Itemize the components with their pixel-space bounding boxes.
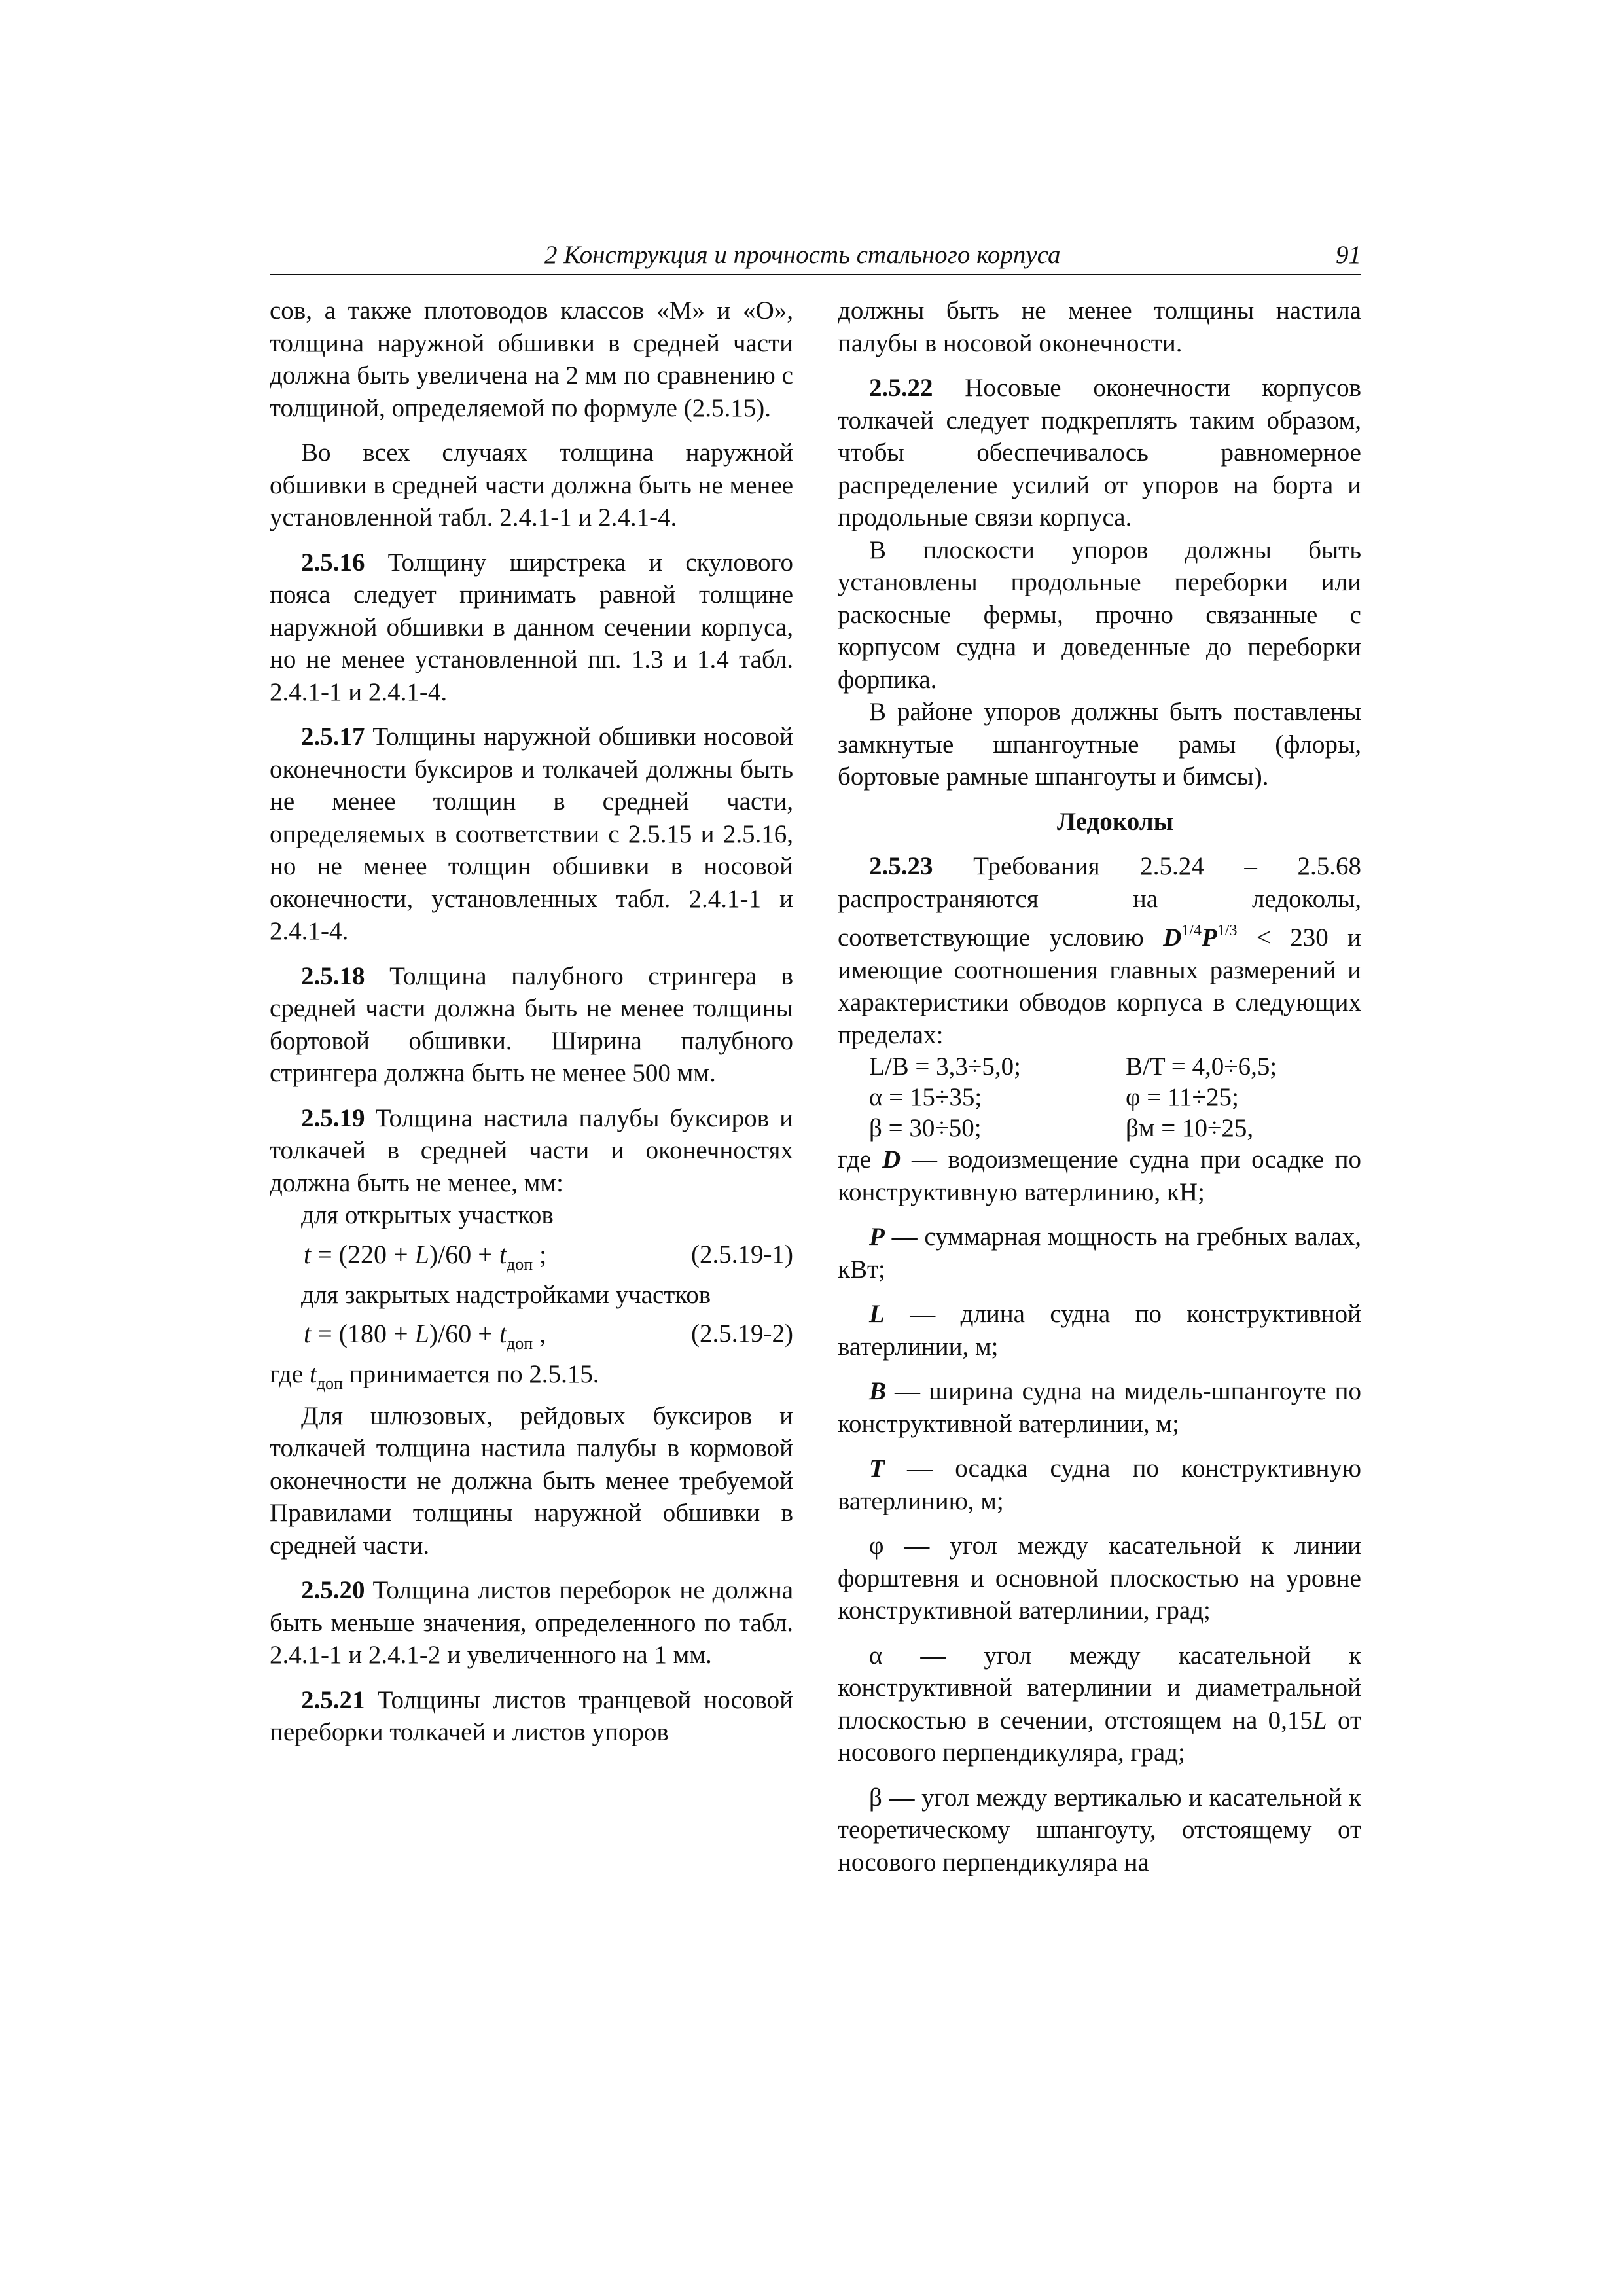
definition-P bbox=[838, 1221, 1361, 1285]
definition-text: — ширина судна на мидель-шпангоуте по конструктивной ватерлинии, м; bbox=[838, 1377, 1361, 1438]
definition-alpha bbox=[838, 1640, 1361, 1769]
where-word: где bbox=[270, 1360, 310, 1388]
clause-2-5-22 bbox=[838, 372, 1361, 534]
ratio-item: α = 15÷35; bbox=[869, 1083, 982, 1111]
clause-number: 2.5.16 bbox=[301, 548, 365, 577]
clause-2-5-18 bbox=[270, 960, 793, 1090]
definition-beta: β — угол между вертикалью и касательной к теоретическому шпангоуту, отстоящему от носового перпендикуляра на bbox=[838, 1783, 1361, 1876]
paragraph: В районе упоров должны быть поставлены замкнутые шпангоутные рамы (флоры, бортовые рамные шпангоуты и бимсы). bbox=[838, 698, 1361, 791]
symbol: L bbox=[869, 1300, 885, 1328]
plus-sign: + bbox=[387, 1319, 415, 1348]
closed-areas-label: для закрытых надстройками участков bbox=[301, 1280, 711, 1309]
var-L: L bbox=[414, 1239, 429, 1269]
paragraph: Во всех случаях толщина наружной обшивки в средней части должна быть не менее установленной табл. 2.4.1-1 и 2.4.1-4. bbox=[270, 439, 793, 531]
formula-expression bbox=[304, 1318, 546, 1360]
chapter-title: 2 Конструкция и прочность стального корпуса bbox=[544, 241, 1061, 269]
paren-close: ) bbox=[429, 1239, 438, 1269]
left-column bbox=[270, 295, 793, 1761]
clause-2-5-20 bbox=[270, 1574, 793, 1672]
paragraph: В плоскости упоров должны быть установлены продольные переборки или раскосные фермы, прочно связанные с корпусом судна и доведенные до переборки форпика. bbox=[838, 535, 1361, 694]
where-clause bbox=[270, 1358, 793, 1400]
definition-text: от носового перпендикуляра, град; bbox=[838, 1706, 1361, 1767]
symbol: P bbox=[869, 1223, 885, 1251]
clause-2-5-16 bbox=[270, 547, 793, 709]
division-sign: / bbox=[438, 1319, 446, 1348]
ratio-item: βм = 10÷25, bbox=[1126, 1114, 1254, 1142]
open-areas-label: для открытых участков bbox=[301, 1201, 554, 1229]
definition-text: α — угол между касательной к конструктивной ватерлинии и диаметральной плоскостью в сечении, отстоящем на 0,15 bbox=[838, 1641, 1361, 1734]
where-text: принимается по 2.5.15. bbox=[342, 1360, 599, 1388]
equation-number: (2.5.19-1) bbox=[691, 1240, 793, 1268]
definition-text: — осадка судна по конструктивную ватерлинию, м; bbox=[838, 1454, 1361, 1515]
clause-number: 2.5.22 bbox=[869, 374, 933, 402]
symbol: D bbox=[882, 1145, 901, 1174]
where-word: где bbox=[838, 1145, 882, 1174]
formula-2-5-19-2 bbox=[270, 1314, 793, 1354]
definition-B bbox=[838, 1375, 1361, 1440]
clause-2-5-19 bbox=[270, 1102, 793, 1200]
formula-punct: ; bbox=[533, 1239, 547, 1269]
equation-number: (2.5.19-2) bbox=[691, 1319, 793, 1348]
ratio-item: L/B = 3,3÷5,0; bbox=[869, 1052, 1021, 1081]
paren-close: ) bbox=[429, 1319, 438, 1348]
plus-sign: + bbox=[471, 1239, 499, 1269]
var-t: t bbox=[304, 1319, 312, 1348]
clause-2-5-23 bbox=[838, 850, 1361, 1051]
var-t: t bbox=[309, 1360, 317, 1388]
exponent: 1/4 bbox=[1181, 922, 1202, 939]
clause-number: 2.5.17 bbox=[301, 723, 365, 751]
clause-2-5-21 bbox=[270, 1684, 793, 1749]
clause-number: 2.5.23 bbox=[869, 852, 933, 880]
denominator: 60 bbox=[445, 1239, 472, 1269]
equals-sign: = bbox=[311, 1239, 339, 1269]
var-L: L bbox=[1312, 1706, 1327, 1734]
ratio-item: φ = 11÷25; bbox=[1126, 1083, 1239, 1111]
clause-text: Толщины листов транцевой носовой переборки толкачей и листов упоров bbox=[270, 1685, 794, 1746]
running-header bbox=[270, 239, 1361, 278]
formula-expression bbox=[304, 1238, 546, 1281]
definition-phi: φ — угол между касательной к линии форштевня и основной плоскостью на уровне конструктивной ватерлинии, град; bbox=[838, 1532, 1361, 1624]
constant: 220 bbox=[348, 1239, 387, 1269]
var-t-dop: t bbox=[499, 1239, 507, 1269]
paragraph: Для шлюзовых, рейдовых буксиров и толкачей толщина настила палубы в кормовой оконечности не должна быть менее требуемой Правилами толщины наружной обшивки в средней части. bbox=[270, 1401, 793, 1560]
right-column bbox=[838, 295, 1361, 1891]
subscript: доп bbox=[506, 1334, 533, 1353]
var-t: t bbox=[304, 1239, 312, 1269]
ratio-list bbox=[838, 1051, 1361, 1143]
clause-text: Толщина настила палубы буксиров и толкачей в средней части и оконечностях должна быть не менее, мм: bbox=[270, 1103, 794, 1197]
clause-2-5-17 bbox=[270, 721, 793, 948]
ratio-item: B/T = 4,0÷6,5; bbox=[1126, 1052, 1277, 1081]
plus-sign: + bbox=[387, 1239, 415, 1269]
var-D: D bbox=[1163, 924, 1182, 952]
clause-text: и имеющие соотношения главных размерений и характеристики обводов корпуса в следующих пределах: bbox=[838, 924, 1361, 1049]
paragraph: должны быть не менее толщины настила палубы в носовой оконечности. bbox=[838, 296, 1361, 357]
constant: 180 bbox=[348, 1319, 387, 1348]
clause-text: Толщину ширстрека и скулового пояса следует принимать равной толщине наружной обшивки в данном сечении корпуса, но не менее установленной пп. 1.3 и 1.4 табл. 2.4.1-1 и 2.4.1-4. bbox=[270, 548, 793, 706]
clause-number: 2.5.18 bbox=[301, 961, 365, 990]
exponent: 1/3 bbox=[1217, 922, 1238, 939]
definition-text: — длина судна по конструктивной ватерлинии, м; bbox=[838, 1300, 1361, 1361]
clause-number: 2.5.19 bbox=[301, 1103, 365, 1132]
clause-number: 2.5.21 bbox=[301, 1685, 365, 1714]
var-t-dop: t bbox=[499, 1319, 507, 1348]
clause-text: Носовые оконечности корпусов толкачей следует подкреплять таким образом, чтобы обеспечивалось равномерное распределение усилий от упоров на борта и продольные связи корпуса. bbox=[838, 374, 1361, 531]
var-L: L bbox=[414, 1319, 429, 1348]
definition-text: — суммарная мощность на гребных валах, кВт; bbox=[838, 1223, 1361, 1283]
plus-sign: + bbox=[471, 1319, 499, 1348]
denominator: 60 bbox=[445, 1319, 472, 1348]
condition-bound: < 230 bbox=[1237, 924, 1329, 952]
page-number: 91 bbox=[1336, 241, 1361, 269]
symbol: B bbox=[869, 1377, 887, 1405]
section-heading: Ледоколы bbox=[1056, 807, 1174, 836]
equals-sign: = bbox=[311, 1319, 339, 1348]
paragraph: сов, а также плотоводов классов «М» и «О», толщина наружной обшивки в средней части должна быть увеличена на 2 мм по сравнению с толщиной, определяемой по формуле (2.5.15). bbox=[270, 296, 793, 422]
clause-text: Толщина листов переборок не должна быть меньше значения, определенного по табл. 2.4.1-1 и 2.4.1-2 и увеличенного на 1 мм. bbox=[270, 1576, 794, 1669]
subscript: доп bbox=[316, 1374, 343, 1393]
definition-D bbox=[838, 1143, 1361, 1208]
symbol: T bbox=[869, 1454, 885, 1482]
var-P: P bbox=[1201, 924, 1217, 952]
clause-text: Требования 2.5.24 – 2.5.68 распространяются на ледоколы, соответствующие условию bbox=[838, 852, 1361, 952]
ratio-item: β = 30÷50; bbox=[869, 1114, 982, 1142]
definition-text: — водоизмещение судна при осадке по конструктивную ватерлинию, кН; bbox=[838, 1145, 1361, 1206]
paren-open: ( bbox=[338, 1319, 348, 1348]
subscript: доп bbox=[506, 1254, 533, 1274]
definition-T bbox=[838, 1452, 1361, 1517]
formula-2-5-19-1 bbox=[270, 1234, 793, 1275]
division-sign: / bbox=[438, 1239, 446, 1269]
header-rule bbox=[270, 274, 1361, 275]
paren-open: ( bbox=[338, 1239, 348, 1269]
clause-text: Толщины наружной обшивки носовой оконечности буксиров и толкачей должны быть не менее толщин в средней части, определяемых в соответствии с 2.5.15 и 2.5.16, но не менее толщин обшивки в носовой оконечности, установленных табл. 2.4.1-1 и 2.4.1-4. bbox=[270, 723, 793, 945]
clause-number: 2.5.20 bbox=[301, 1576, 365, 1604]
clause-text: Толщина палубного стрингера в средней части должна быть не менее толщины бортовой обшивки. Ширина палубного стрингера должна быть не менее 500 мм. bbox=[270, 961, 793, 1087]
formula-punct: , bbox=[533, 1319, 546, 1348]
definition-L bbox=[838, 1298, 1361, 1363]
